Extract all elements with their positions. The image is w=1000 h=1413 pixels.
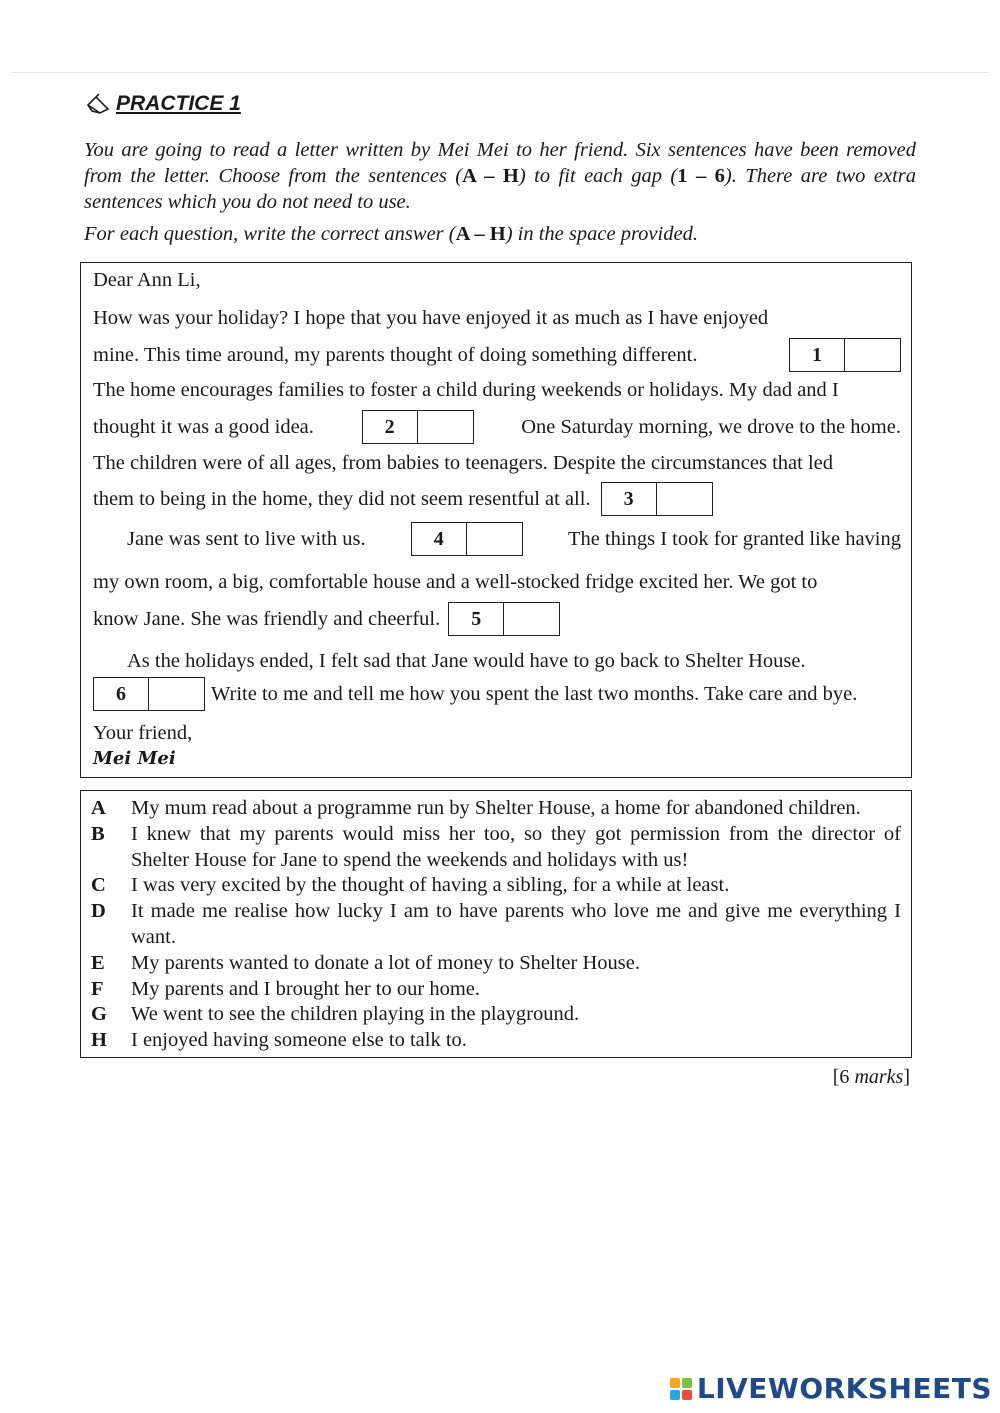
option-h: H I enjoyed having someone else to talk to. xyxy=(91,1029,467,1052)
answer-field-5[interactable] xyxy=(504,603,559,635)
option-d: D It made me realise how lucky I am to have parents who love me and give me everything I want. xyxy=(91,900,901,948)
answer-field-3[interactable] xyxy=(657,483,712,515)
liveworksheets-logo xyxy=(670,1372,992,1405)
answer-field-1[interactable] xyxy=(845,339,900,371)
gap-2-box[interactable]: 2 xyxy=(362,410,474,444)
option-f: F My parents and I brought her to our home. xyxy=(91,977,480,1000)
instruction-paragraph-1: You are going to read a letter written by Mei Mei to her friend. Six sentences have been removed from the letter. Choose from the sentences (A – H) to fit each gap (1 – 6). There are two extra sentences which you do not need to use. xyxy=(84,139,916,213)
letter-line: thought it was a good idea. 2 One Saturday morning, we drove to the home. xyxy=(93,410,901,444)
letter-line: Jane was sent to live with us. 4 The things I took for granted like having xyxy=(127,522,901,556)
letter-line: 6 Write to me and tell me how you spent the last two months. Take care and bye. xyxy=(93,677,901,711)
answer-field-4[interactable] xyxy=(467,523,522,555)
gap-1-box[interactable]: 1 xyxy=(789,338,901,372)
option-g: G We went to see the children playing in the playground. xyxy=(91,1003,580,1026)
option-e: E My parents wanted to donate a lot of money to Shelter House. xyxy=(91,951,640,974)
pencil-hand-icon xyxy=(86,93,110,115)
gap-4-box[interactable]: 4 xyxy=(411,522,523,556)
letter-closing: Your friend, xyxy=(93,722,193,744)
letter-line: know Jane. She was friendly and cheerful. 5 xyxy=(93,602,901,636)
answer-field-6[interactable] xyxy=(149,678,204,710)
letter-line: my own room, a big, comfortable house and a well-stocked fridge excited her. We got to xyxy=(93,571,818,593)
option-b: B I knew that my parents would miss her too, so they got permission from the director of Shelter House for Jane to spend the weekends and holidays with us! xyxy=(91,822,901,871)
practice-heading xyxy=(86,92,241,116)
letter-line: As the holidays ended, I felt sad that Jane would have to go back to Shelter House. xyxy=(127,650,806,672)
gap-5-box[interactable]: 5 xyxy=(448,602,560,636)
gap-3-box[interactable]: 3 xyxy=(601,482,713,516)
options-box xyxy=(80,790,912,1058)
letter-line: mine. This time around, my parents thought of doing something different. 1 xyxy=(93,338,901,372)
signature: Mei Mei xyxy=(93,748,176,769)
letter-line: The home encourages families to foster a child during weekends or holidays. My dad and I xyxy=(93,379,839,401)
instructions xyxy=(84,137,916,247)
instruction-paragraph-2: For each question, write the correct answer (A – H) in the space provided. xyxy=(84,223,698,245)
letter-line: The children were of all ages, from babies to teenagers. Despite the circumstances that led xyxy=(93,452,833,474)
marks-label: [6 marks] xyxy=(832,1066,910,1088)
answer-field-2[interactable] xyxy=(418,411,473,443)
letter-greeting: Dear Ann Li, xyxy=(93,269,201,291)
letter-box xyxy=(80,262,912,778)
logo-tiles-icon xyxy=(670,1378,692,1400)
gap-6-box[interactable]: 6 xyxy=(93,677,205,711)
top-divider xyxy=(12,72,988,73)
option-a: A My mum read about a programme run by Shelter House, a home for abandoned children. xyxy=(91,797,861,819)
letter-line: How was your holiday? I hope that you have enjoyed it as much as I have enjoyed xyxy=(93,307,769,329)
letter-line: them to being in the home, they did not seem resentful at all. 3 xyxy=(93,482,901,516)
page-title: PRACTICE 1 xyxy=(116,92,241,115)
logo-text: LIVEWORKSHEETS xyxy=(696,1372,992,1405)
option-c: C I was very excited by the thought of having a sibling, for a while at least. xyxy=(91,874,730,897)
